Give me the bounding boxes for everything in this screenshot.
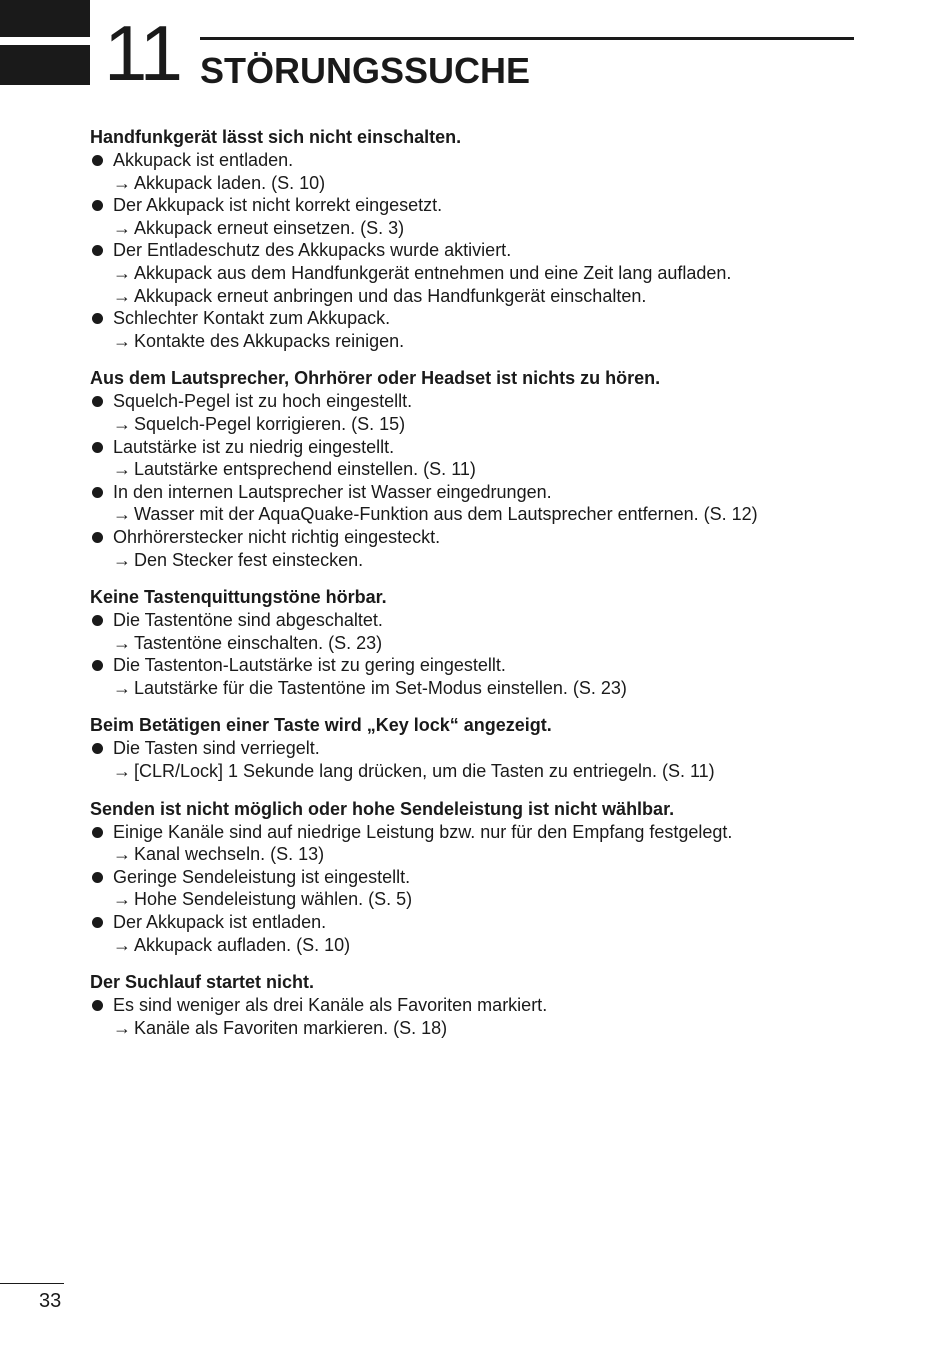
remedy-item — [90, 285, 870, 308]
symptom-text: Schlechter Kontakt zum Akkupack. — [113, 308, 391, 329]
bullet-icon — [92, 615, 103, 626]
remedy-text: Akkupack erneut anbringen und das Handfunkgerät einschalten. — [134, 285, 647, 306]
symptom-text: Lautstärke ist zu niedrig eingestellt. — [113, 436, 395, 457]
symptom-text: Die Tastenton-Lautstärke ist zu gering eingestellt. — [113, 655, 506, 676]
symptom-item — [90, 239, 870, 262]
remedy-text: Kontakte des Akkupacks reinigen. — [134, 330, 405, 351]
symptom-text: Squelch-Pegel ist zu hoch eingestellt. — [113, 391, 413, 412]
symptom-text: In den internen Lautsprecher ist Wasser eingedrungen. — [113, 481, 552, 502]
page-number: 33 — [39, 1290, 62, 1312]
bullet-icon — [92, 396, 103, 407]
arrow-right-icon: → — [113, 1017, 131, 1038]
bullet-icon — [92, 532, 103, 543]
section-heading: Der Suchlauf startet nicht. — [90, 972, 315, 993]
bullet-icon — [92, 872, 103, 883]
symptom-item — [90, 737, 870, 760]
remedy-item — [90, 172, 870, 195]
remedy-text: Kanal wechseln. (S. 13) — [134, 844, 325, 865]
page-rule — [0, 1283, 64, 1284]
bullet-icon — [92, 487, 103, 498]
remedy-text: Squelch-Pegel korrigieren. (S. 15) — [134, 413, 406, 434]
remedy-text: Akkupack laden. (S. 10) — [134, 172, 326, 193]
arrow-right-icon: → — [113, 217, 131, 238]
section-heading: Aus dem Lautsprecher, Ohrhörer oder Headset ist nichts zu hören. — [90, 368, 661, 389]
symptom-item — [90, 994, 870, 1017]
symptom-text: Die Tasten sind verriegelt. — [113, 738, 320, 759]
section-heading: Keine Tastenquittungstöne hörbar. — [90, 587, 387, 608]
arrow-right-icon: → — [113, 889, 131, 910]
remedy-text: Tastentöne einschalten. (S. 23) — [134, 632, 383, 653]
remedy-text: Akkupack aus dem Handfunkgerät entnehmen und eine Zeit lang aufladen. — [134, 262, 732, 283]
bullet-icon — [92, 827, 103, 838]
remedy-item — [90, 1017, 870, 1040]
troubleshooting-section — [90, 585, 870, 699]
symptom-item — [90, 194, 870, 217]
arrow-right-icon: → — [113, 761, 131, 782]
remedy-text: Den Stecker fest einstecken. — [134, 549, 364, 570]
chapter-tab-bottom — [0, 45, 90, 85]
arrow-right-icon: → — [113, 677, 131, 698]
troubleshooting-section — [90, 970, 870, 1039]
remedy-item — [90, 888, 870, 911]
arrow-right-icon: → — [113, 549, 131, 570]
arrow-right-icon: → — [113, 844, 131, 865]
remedy-item — [90, 413, 870, 436]
remedy-item — [90, 262, 870, 285]
arrow-right-icon: → — [113, 632, 131, 653]
troubleshooting-section — [90, 797, 870, 957]
arrow-right-icon: → — [113, 172, 131, 193]
symptom-item — [90, 526, 870, 549]
remedy-item — [90, 934, 870, 957]
section-heading: Senden ist nicht möglich oder hohe Sendeleistung ist nicht wählbar. — [90, 798, 675, 819]
remedy-item — [90, 330, 870, 353]
title-rule — [200, 37, 854, 40]
remedy-text: Lautstärke entsprechend einstellen. (S. 11) — [134, 459, 476, 480]
bullet-icon — [92, 200, 103, 211]
chapter-number: 11 — [104, 9, 181, 97]
remedy-item — [90, 458, 870, 481]
arrow-right-icon: → — [113, 285, 131, 306]
symptom-text: Der Akkupack ist nicht korrekt eingesetzt. — [113, 195, 443, 216]
symptom-text: Die Tastentöne sind abgeschaltet. — [113, 610, 383, 631]
remedy-text: Kanäle als Favoriten markieren. (S. 18) — [134, 1017, 448, 1038]
remedy-text: Akkupack aufladen. (S. 10) — [134, 934, 351, 955]
section-heading: Handfunkgerät lässt sich nicht einschalten. — [90, 127, 462, 147]
remedy-text: [CLR/Lock] 1 Sekunde lang drücken, um die Tasten zu entriegeln. (S. 11) — [134, 761, 715, 782]
remedy-text: Wasser mit der AquaQuake-Funktion aus dem Lautsprecher entfernen. (S. 12) — [134, 504, 758, 525]
remedy-item — [90, 549, 870, 572]
arrow-right-icon: → — [113, 413, 131, 434]
troubleshooting-content — [90, 125, 870, 1053]
symptom-text: Geringe Sendeleistung ist eingestellt. — [113, 866, 411, 887]
symptom-item — [90, 911, 870, 934]
symptom-item — [90, 609, 870, 632]
symptom-text: Ohrhörerstecker nicht richtig eingesteckt. — [113, 526, 441, 547]
troubleshooting-section — [90, 125, 870, 352]
bullet-icon — [92, 442, 103, 453]
arrow-right-icon: → — [113, 934, 131, 955]
symptom-item — [90, 390, 870, 413]
remedy-text: Lautstärke für die Tastentöne im Set-Modus einstellen. (S. 23) — [134, 677, 627, 698]
bullet-icon — [92, 743, 103, 754]
symptom-item — [90, 821, 870, 844]
remedy-item — [90, 760, 870, 783]
arrow-right-icon: → — [113, 504, 131, 525]
symptom-text: Es sind weniger als drei Kanäle als Favoriten markiert. — [113, 995, 548, 1016]
remedy-item — [90, 677, 870, 700]
bullet-icon — [92, 155, 103, 166]
remedy-item — [90, 217, 870, 240]
chapter-title: STÖRUNGSSUCHE — [200, 50, 531, 91]
symptom-item — [90, 654, 870, 677]
remedy-text: Akkupack erneut einsetzen. (S. 3) — [134, 217, 405, 238]
arrow-right-icon: → — [113, 330, 131, 351]
symptom-item — [90, 149, 870, 172]
bullet-icon — [92, 917, 103, 928]
remedy-item — [90, 843, 870, 866]
symptom-text: Akkupack ist entladen. — [113, 150, 294, 170]
chapter-tab-top — [0, 0, 90, 37]
arrow-right-icon: → — [113, 459, 131, 480]
arrow-right-icon: → — [113, 262, 131, 283]
remedy-item — [90, 503, 870, 526]
section-heading: Beim Betätigen einer Taste wird „Key lock“ angezeigt. — [90, 715, 552, 736]
remedy-item — [90, 632, 870, 655]
symptom-item — [90, 866, 870, 889]
symptom-item — [90, 436, 870, 459]
bullet-icon — [92, 1000, 103, 1011]
bullet-icon — [92, 313, 103, 324]
bullet-icon — [92, 660, 103, 671]
symptom-text: Einige Kanäle sind auf niedrige Leistung bzw. nur für den Empfang festgelegt. — [113, 821, 733, 842]
symptom-item — [90, 307, 870, 330]
bullet-icon — [92, 245, 103, 256]
troubleshooting-section — [90, 713, 870, 782]
symptom-text: Der Entladeschutz des Akkupacks wurde aktiviert. — [113, 240, 512, 261]
remedy-text: Hohe Sendeleistung wählen. (S. 5) — [134, 889, 413, 910]
symptom-item — [90, 481, 870, 504]
troubleshooting-section — [90, 366, 870, 571]
symptom-text: Der Akkupack ist entladen. — [113, 912, 327, 933]
